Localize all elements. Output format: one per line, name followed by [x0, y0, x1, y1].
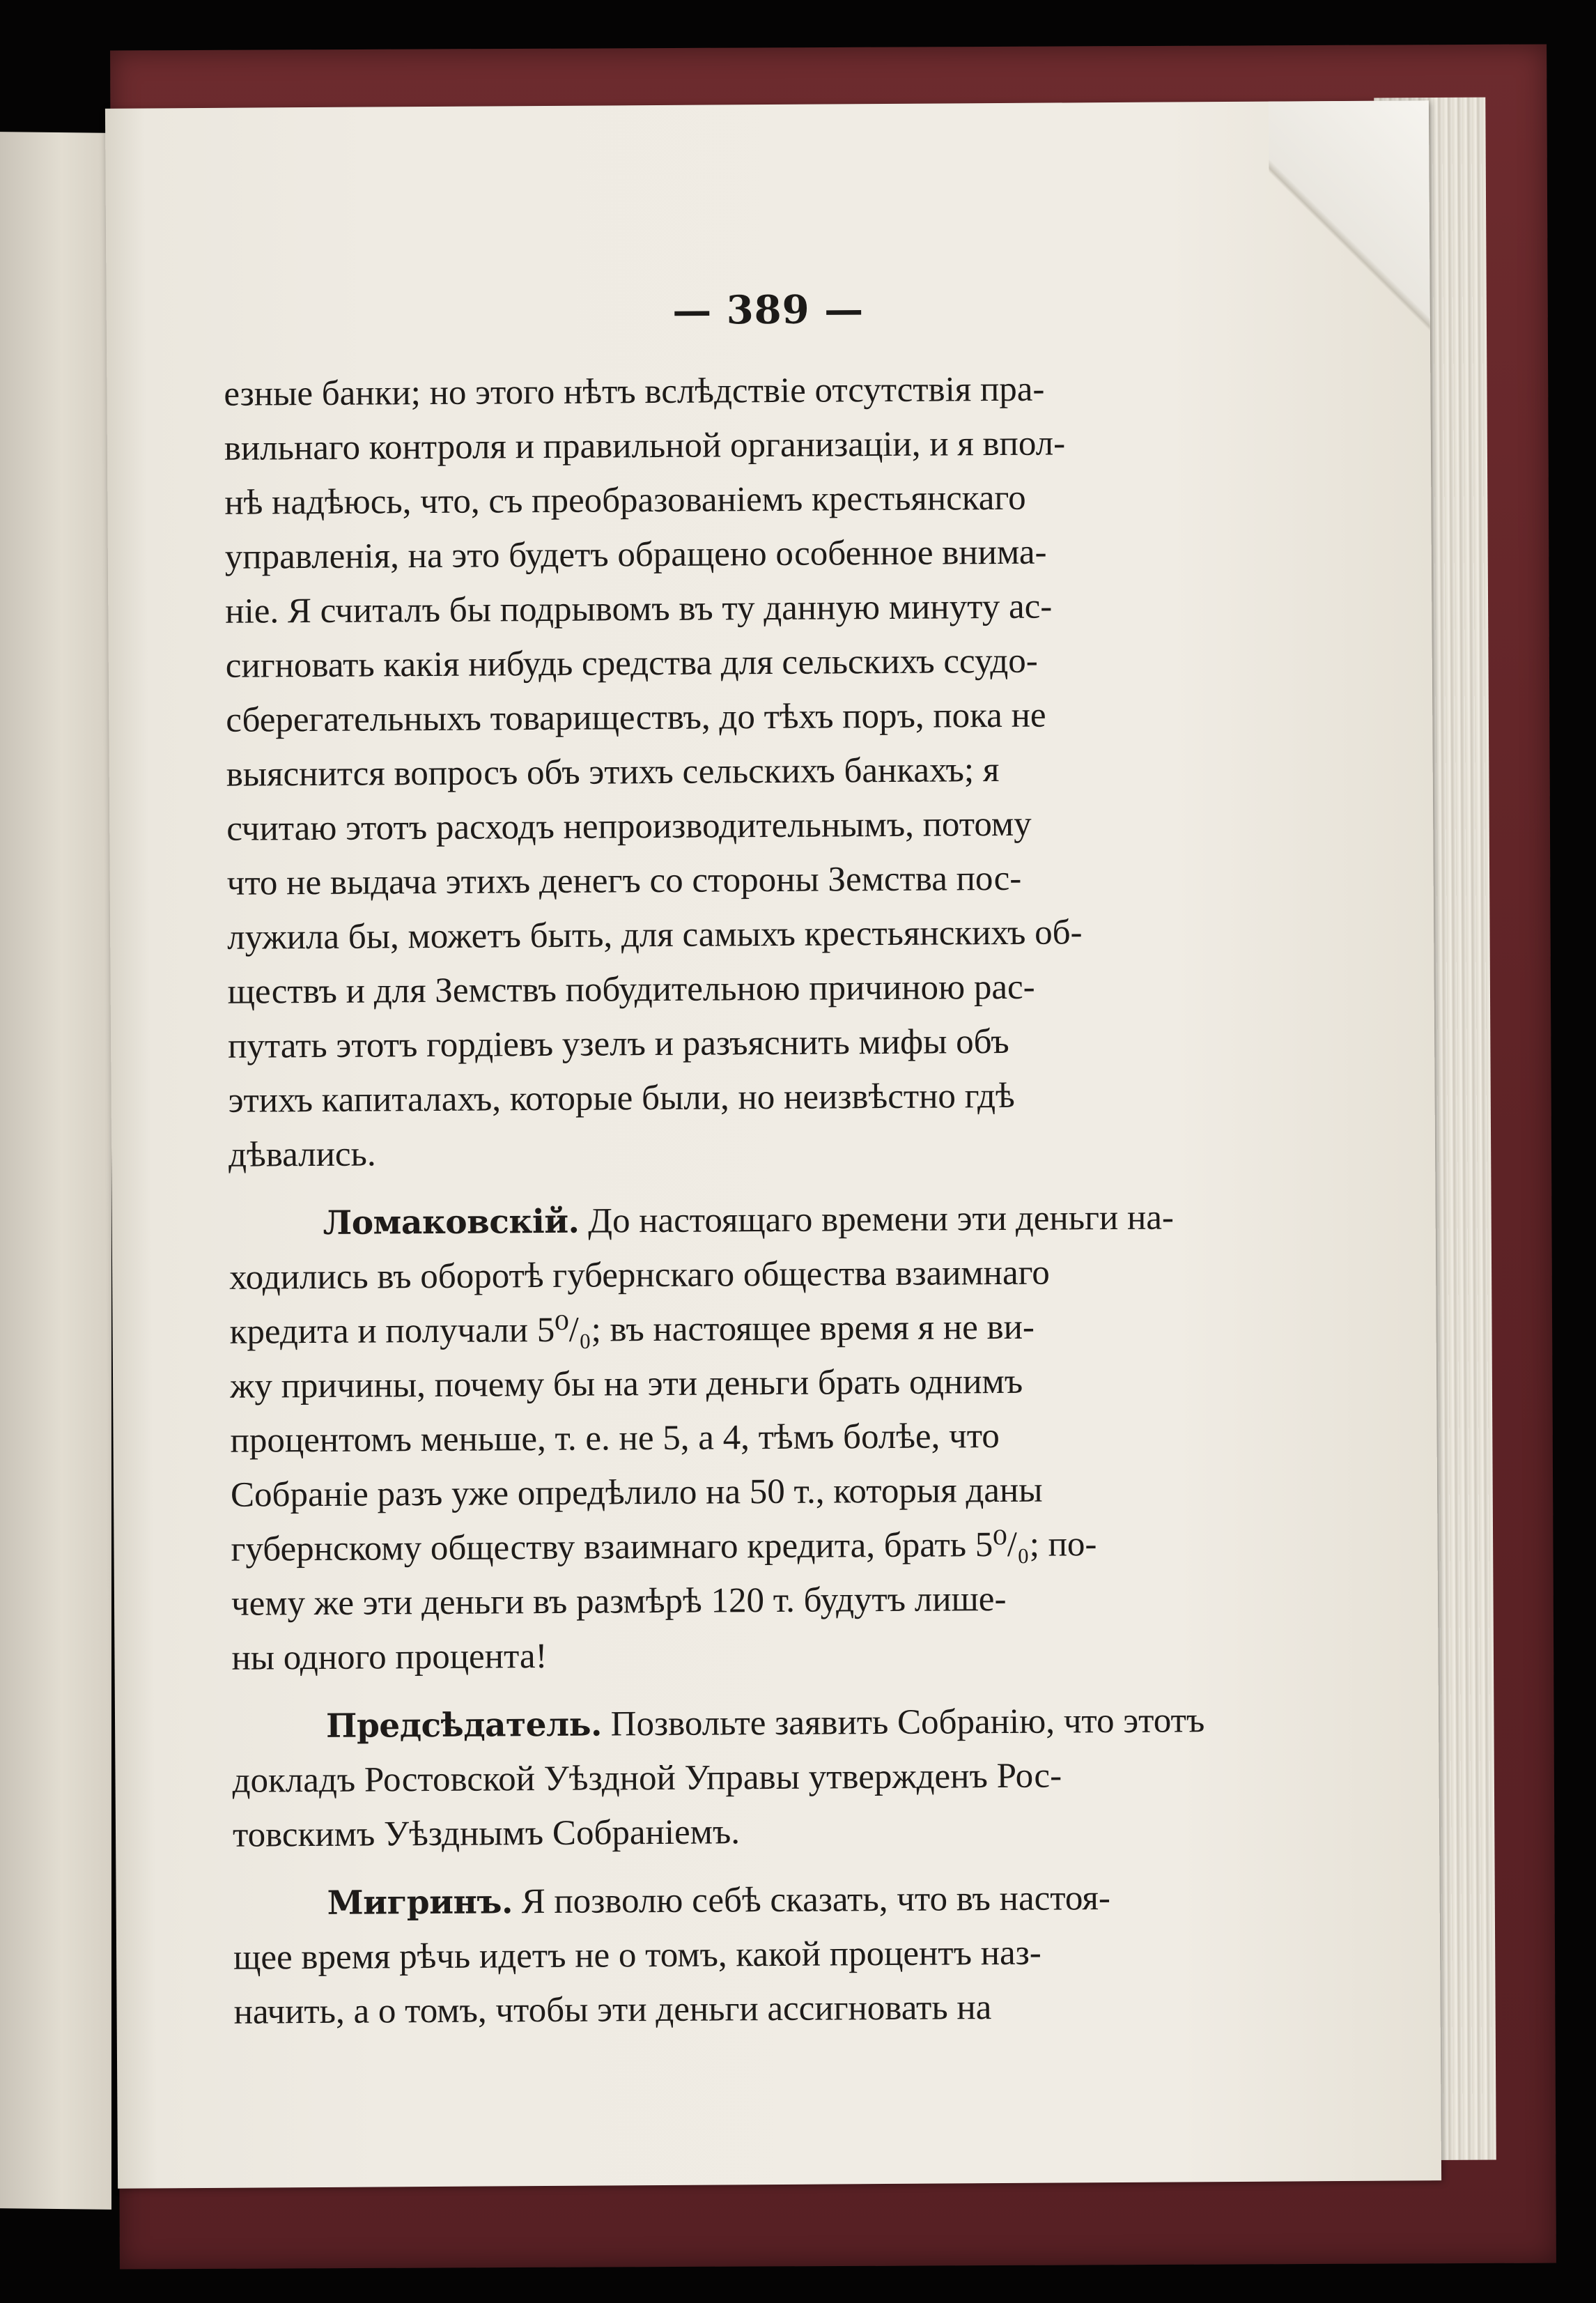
text-line: сберегательныхъ товариществъ, до тѣхъ поръ, пока не: [226, 695, 1046, 740]
speaker-name: Ломаковскій.: [323, 1202, 580, 1242]
paragraph-4: [233, 1870, 1327, 2040]
text-line: езные банки; но этого нѣтъ вслѣдствіе отсутствія пра-: [224, 369, 1045, 414]
text-line: кредита и получали 5⁰/₀; въ настоящее время я не ви-: [229, 1307, 1035, 1352]
speaker-name: Мигринъ.: [327, 1883, 513, 1923]
folded-corner: [1269, 100, 1431, 394]
text-line: нѣ надѣюсь, что, съ преобразованіемъ крестьянскаго: [224, 478, 1026, 523]
text-line: ніе. Я считалъ бы подрывомъ въ ту данную минуту ас-: [225, 587, 1053, 631]
text-line: этихъ капиталахъ, которые были, но неизвѣстно гдѣ: [228, 1076, 1015, 1120]
text-line: путать этотъ гордіевъ узелъ и разъяснить мифы объ: [227, 1022, 1009, 1066]
text-line: ны одного процента!: [231, 1636, 548, 1678]
text-line: лужила бы, можетъ быть, для самыхъ крестьянскихъ об-: [227, 913, 1083, 957]
text-line: [233, 1870, 1326, 1931]
speech-text: Я позволю себѣ сказать, что въ настоя-: [512, 1879, 1111, 1922]
text-line: щее время рѣчь идетъ не о томъ, какой процентъ наз-: [233, 1933, 1041, 1978]
speech-text: До настоящаго времени эти деньги на-: [579, 1198, 1175, 1241]
paragraph-3: [232, 1693, 1326, 1863]
text-line: что не выдача этихъ денегъ со стороны Земства пос-: [226, 858, 1022, 903]
text-line: управленія, на это будетъ обращено особенное внима-: [224, 532, 1047, 577]
text-line: ходились въ оборотѣ губернскаго общества взаимнаго: [228, 1253, 1050, 1297]
text-line: вильнаго контроля и правильной организаціи, и я впол-: [224, 424, 1066, 468]
text-line: считаю этотъ расходъ непроизводительнымъ, потому: [226, 804, 1032, 849]
text-line: докладъ Ростовской Уѣздной Управы утвержденъ Рос-: [232, 1756, 1062, 1801]
text-line: процентомъ меньше, т. е. не 5, а 4, тѣмъ болѣе, что: [230, 1417, 1000, 1461]
speech-text: Позвольте заявить Собранію, что этотъ: [601, 1701, 1205, 1744]
book-page: [105, 100, 1441, 2189]
text-line: сигновать какія нибудь средства для сельскихъ ссудо-: [225, 641, 1038, 686]
text-line: выяснится вопросъ объ этихъ сельскихъ банкахъ; я: [226, 750, 1000, 794]
paragraph-2: [228, 1189, 1325, 1686]
left-page-edge: [0, 132, 111, 2210]
text-line: дѣвались.: [228, 1134, 376, 1175]
text-body: [224, 360, 1328, 2040]
paragraph-1: [224, 360, 1322, 1183]
text-line: губернскому обществу взаимнаго кредита, брать 5⁰/₀; по-: [231, 1525, 1097, 1569]
page-number: — 389 —: [672, 286, 865, 334]
text-line: товскимъ Уѣзднымъ Собраніемъ.: [232, 1812, 741, 1855]
text-line: Собраніе разъ уже опредѣлило на 50 т., которыя даны: [230, 1470, 1043, 1515]
text-line: ществъ и для Земствъ побудительною причиною рас-: [227, 967, 1035, 1012]
text-line: начить, а о томъ, чтобы эти деньги ассигновать на: [233, 1988, 992, 2032]
speaker-name: Предсѣдатель.: [325, 1705, 603, 1746]
text-line: [232, 1693, 1326, 1754]
text-line: [228, 1189, 1322, 1251]
text-line: жу причины, почему бы на эти деньги брать однимъ: [229, 1362, 1023, 1406]
text-line: чему же эти деньги въ размѣрѣ 120 т. будутъ лише-: [231, 1579, 1007, 1624]
